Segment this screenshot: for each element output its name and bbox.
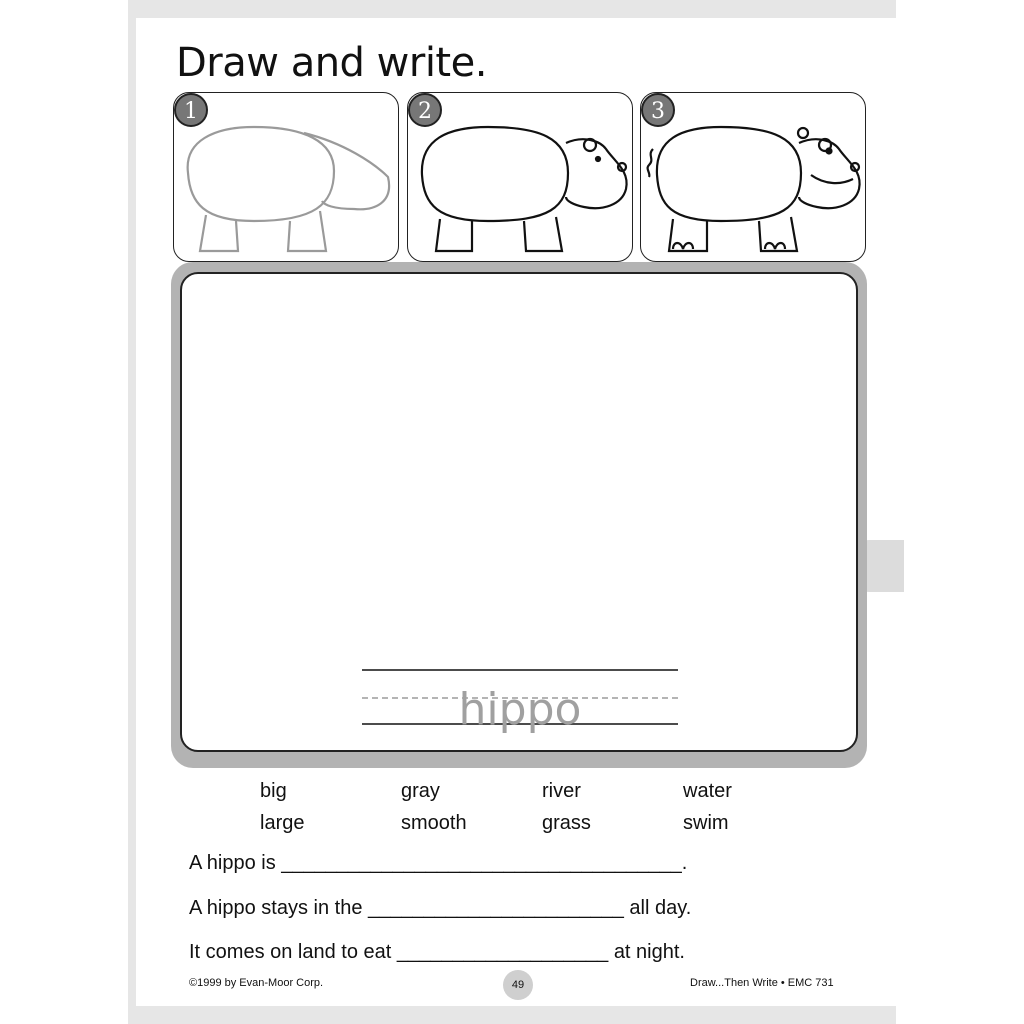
sentence-1-prefix: A hippo is bbox=[189, 852, 276, 874]
word-bank-item: river bbox=[542, 780, 581, 802]
sentence-2 bbox=[189, 897, 691, 920]
top-border-strip bbox=[128, 0, 896, 18]
step-3-panel bbox=[640, 92, 866, 262]
trace-word: hippo bbox=[458, 684, 582, 735]
hippo-step-2-drawing bbox=[408, 93, 632, 261]
step-1-panel bbox=[173, 92, 399, 262]
hippo-step-1-drawing bbox=[174, 93, 398, 261]
sentence-3-prefix: It comes on land to eat bbox=[189, 941, 392, 963]
handwriting-guide bbox=[362, 660, 678, 756]
sentence-2-prefix: A hippo stays in the bbox=[189, 897, 363, 919]
copyright-text: ©1999 by Evan-Moor Corp. bbox=[189, 977, 324, 989]
hippo-step-3-drawing bbox=[641, 93, 865, 261]
outer-margin-right bbox=[896, 0, 1024, 1024]
sentence-2-blank[interactable]: _______________________ bbox=[368, 897, 624, 919]
sentence-3 bbox=[189, 941, 685, 964]
sentence-3-suffix: at night. bbox=[613, 941, 685, 963]
word-bank-item: water bbox=[683, 780, 732, 802]
bottom-border-strip bbox=[128, 1006, 896, 1024]
word-bank-item: grass bbox=[542, 812, 591, 834]
step-2-panel bbox=[407, 92, 633, 262]
sentence-1 bbox=[189, 852, 687, 875]
sentence-1-blank[interactable]: ____________________________________ bbox=[281, 852, 682, 874]
word-bank-item: big bbox=[260, 780, 287, 802]
outer-margin-left bbox=[0, 0, 128, 1024]
step-3-badge: 3 bbox=[641, 93, 675, 127]
word-bank-item: gray bbox=[401, 780, 440, 802]
word-bank-item: smooth bbox=[401, 812, 467, 834]
word-bank-item: large bbox=[260, 812, 305, 834]
page-title: Draw and write. bbox=[176, 40, 487, 86]
step-2-badge: 2 bbox=[408, 93, 442, 127]
sentence-3-blank[interactable]: ___________________ bbox=[396, 941, 609, 963]
page-number-badge: 49 bbox=[503, 970, 533, 1000]
word-bank-item: swim bbox=[683, 812, 729, 834]
sentence-2-suffix: all day. bbox=[629, 897, 692, 919]
left-border-strip bbox=[128, 0, 136, 1024]
sentence-1-suffix: . bbox=[681, 852, 688, 874]
book-title: Draw...Then Write • EMC 731 bbox=[690, 977, 834, 989]
step-1-badge: 1 bbox=[174, 93, 208, 127]
